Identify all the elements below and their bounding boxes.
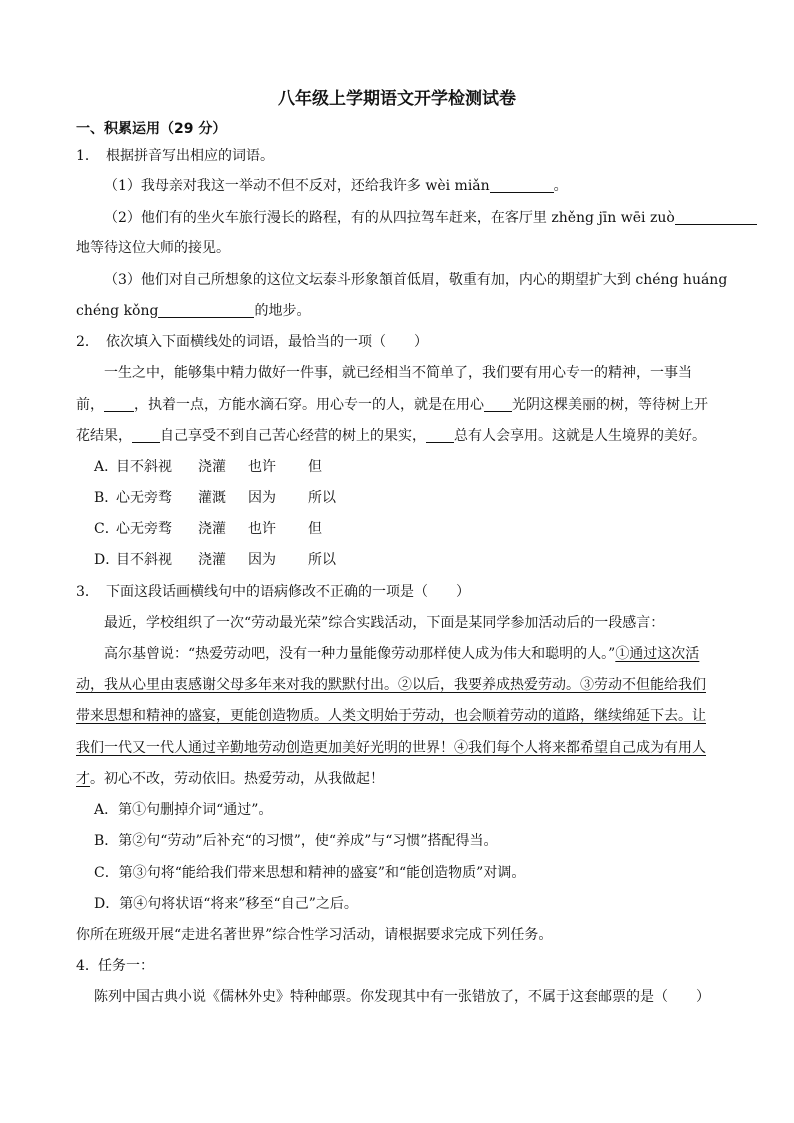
question-number: 1． [76, 148, 99, 164]
option-word: 目不斜视 [116, 552, 172, 568]
question-4-stem [76, 957, 748, 975]
passage-text: 前， [76, 397, 104, 413]
question-1-sub-2-cont: 地等待这位大师的接见。 [76, 240, 230, 256]
option-word: 浇灌 [198, 521, 226, 537]
option-word: 因为 [248, 490, 276, 506]
question-1-sub-3: （3）他们对自己所想象的这位文坛泰斗形象頷首低眉，敬重有加，内心的期望扩大到 chéng huáng [104, 272, 728, 288]
option-word: 目不斜视 [116, 459, 172, 475]
option-b[interactable] [94, 489, 748, 507]
option-a[interactable]: A．第①句删掉介词“通过”。 [94, 802, 273, 818]
option-word: 灌溉 [198, 490, 226, 506]
passage-line: 最近，学校组织了一次“劳动最光荣”综合实践活动，下面是某同学参加活动后的一段感言： [104, 615, 665, 631]
sub-question-text: （1）我母亲对我这一举动不但不反对，还给我许多 wèi miǎn [104, 178, 490, 194]
question-number: 4． [76, 958, 99, 974]
passage-text: 。初心不改，劳动依旧。热爱劳动，从我做起！ [90, 771, 384, 787]
answer-blank[interactable] [675, 210, 757, 225]
answer-blank[interactable] [484, 397, 512, 412]
passage-text: ，执着一点，方能水滴石穿。用心专一的人，就是在用心 [134, 397, 484, 413]
passage-text: 总有人会享用。这就是人生境界的美好。 [454, 428, 706, 444]
passage-line [76, 770, 748, 788]
underlined-line: 带来思想和精神的盛宴，更能创造物质。人类文明始于劳动，也会顺着劳动的道路，继续绵延下去。让 [76, 708, 706, 724]
passage-line [76, 396, 748, 414]
answer-blank[interactable] [158, 303, 254, 318]
sub-question-end: 。 [553, 178, 568, 194]
question-text: 根据拼音写出相应的词语。 [106, 148, 274, 164]
underlined-line: 我们一代又一代人通过辛勤地劳动创造更加美好光明的世界！④我们每个人将来都希望自己成为有用人 [76, 740, 706, 756]
option-c[interactable] [94, 520, 748, 538]
passage-text: 自己享受不到自己苦心经营的树上的果实， [160, 428, 426, 444]
exam-title: 八年级上学期语文开学检测试卷 [278, 89, 516, 109]
option-b[interactable]: B．第②句“劳动”后补充“的习惯”，使“养成”与“习惯”搭配得当。 [94, 833, 498, 849]
option-word: 因为 [248, 552, 276, 568]
passage-text: 光阴这棵美丽的树，等待树上开 [512, 397, 708, 413]
option-word: 所以 [308, 490, 336, 506]
task-intro: 你所在班级开展“走进名著世界”综合性学习活动，请根据要求完成下列任务。 [76, 927, 553, 943]
option-label: B． [94, 490, 119, 506]
option-word: 所以 [308, 552, 336, 568]
passage-line: 一生之中，能够集中精力做好一件事，就已经相当不简单了，我们要有用心专一的精神，一事当 [104, 365, 692, 381]
question-number: 3． [76, 584, 99, 600]
underlined-line: 动，我从心里由衷感谢父母多年来对我的默默付出。②以后，我要养成热爱劳动。③劳动不但能给我们 [76, 677, 706, 693]
passage-text: 高尔基曾说：“热爱劳动吧，没有一种力量能像劳动那样使人成为伟大和聪明的人。” [104, 646, 616, 662]
option-label: D． [94, 552, 120, 568]
question-text: 下面这段话画横线句中的语病修改不正确的一项是（ ） [106, 584, 470, 600]
question-number: 2． [76, 334, 99, 350]
question-text: 依次填入下面横线处的词语，最恰当的一项（ ） [106, 334, 428, 350]
option-label: A． [94, 459, 119, 475]
question-1-sub-2 [104, 209, 748, 227]
passage-line [104, 645, 748, 663]
option-d[interactable] [94, 551, 748, 569]
answer-blank[interactable] [132, 428, 160, 443]
underlined-text: 才 [76, 771, 90, 787]
question-1-sub-3-cont [76, 302, 748, 320]
option-word: 也许 [248, 459, 276, 475]
question-4-text: 陈列中国古典小说《儒林外史》特种邮票。你发现其中有一张错放了，不属于这套邮票的是（ ） [94, 989, 710, 1005]
sub-question-text: （2）他们有的坐火车旅行漫长的路程，有的从四拉驾车赶来，在客厅里 zhěng jīn wēi zuò [104, 210, 675, 226]
option-word: 但 [308, 459, 322, 475]
passage-text: 花结果， [76, 428, 132, 444]
answer-blank[interactable] [490, 178, 554, 193]
passage-line [76, 427, 748, 445]
sub-question-end: 的地步。 [254, 303, 311, 319]
option-word: 心无旁骛 [116, 490, 172, 506]
answer-blank[interactable] [104, 397, 134, 412]
option-word: 也许 [248, 521, 276, 537]
option-label: C． [94, 521, 119, 537]
question-1-stem [76, 147, 748, 165]
option-d[interactable]: D．第④句将状语“将来”移至“自己”之后。 [94, 896, 358, 912]
option-word: 浇灌 [198, 459, 226, 475]
option-word: 心无旁骛 [116, 521, 172, 537]
question-3-stem [76, 583, 748, 601]
answer-blank[interactable] [426, 428, 454, 443]
question-1-sub-1 [104, 177, 748, 195]
pinyin-text: chéng kǒng [76, 303, 159, 319]
option-a[interactable] [94, 458, 748, 476]
question-2-stem [76, 333, 748, 351]
option-word: 浇灌 [198, 552, 226, 568]
underlined-text: ①通过这次活 [615, 646, 700, 662]
option-c[interactable]: C．第③句将“能给我们带来思想和精神的盛宴”和“能创造物质”对调。 [94, 865, 526, 881]
question-text: 任务一： [98, 958, 154, 974]
option-word: 但 [308, 521, 322, 537]
section-heading: 一、积累运用（29 分） [76, 121, 227, 137]
